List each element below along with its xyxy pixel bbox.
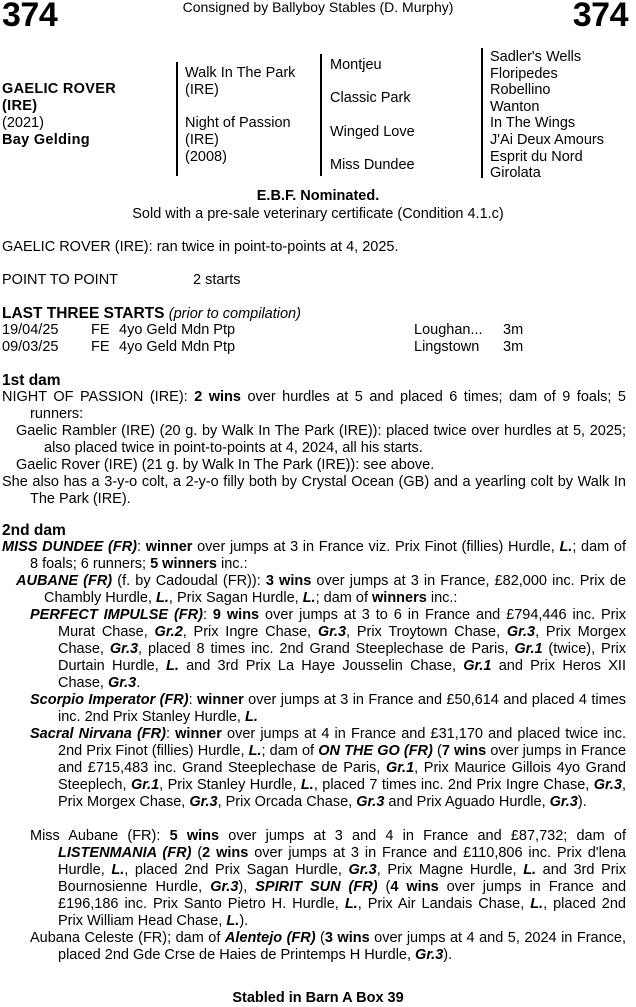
- start-code: FE: [91, 339, 110, 355]
- consignor: Consigned by Ballyboy Stables (D. Murphy): [182, 0, 454, 15]
- table-row: [2, 322, 602, 339]
- ebf-note: E.B.F. Nominated.: [256, 188, 380, 204]
- ggp-7: Esprit du Nord: [490, 148, 583, 165]
- ggp-3: Robellino: [490, 82, 551, 99]
- great-grandparents: [490, 49, 604, 182]
- lot-number-right: 374: [572, 0, 628, 34]
- start-course: Lingstown: [414, 339, 480, 355]
- sire: [185, 65, 295, 99]
- sacral-para: Sacral Nirvana (FR): winner over jumps at 4 in France and £31,170 and placed twice inc. 2nd Prix Finot (fillies) Hurdle, L.; dam of ON THE GO (FR) (7 wins over jumps in France and £715,483 inc. Grand Steeplechase de Paris, Gr.1, Prix Maurice Gillois 4yo Grand Steeplech, Gr.1, Prix Stanley Hurdle, L., placed 7 times inc. 2nd Prix Ingre Chase, Gr.3, Prix Morgex Chase, Gr.3, Prix Orcada Chase, Gr.3 and Prix Aguado Hurdle, Gr.3).: [30, 726, 627, 810]
- start-distance: 3m: [503, 322, 524, 338]
- horse-description: Bay Gelding: [2, 132, 90, 148]
- aubane-para: AUBANE (FR) (f. by Cadoudal (FR)): 3 wins over jumps at 3 in France, £82,000 inc. Prix de Chambly Hurdle, L., Prix Sagan Hurdle, L.; dam of winners inc.:: [16, 573, 627, 606]
- horse-name: GAELIC ROVER: [2, 81, 116, 97]
- vet-note: Sold with a pre-sale veterinary certificate (Condition 4.1.c): [132, 206, 504, 222]
- last-three-title: LAST THREE STARTS: [2, 305, 165, 322]
- second-dam-heading: 2nd dam: [2, 522, 66, 539]
- starts-label: POINT TO POINT: [2, 272, 119, 288]
- pedigree-table: [0, 46, 636, 182]
- horse-country: (IRE): [2, 98, 38, 114]
- sire-sire: Montjeu: [330, 57, 382, 73]
- pedigree-divider-1: [176, 62, 178, 176]
- sire-country: (IRE): [185, 82, 219, 98]
- first-dam-other: She also has a 3-y-o colt, a 2-y-o filly both by Crystal Ocean (GB) and a yearling colt by Walk In The Park (IRE).: [2, 474, 626, 507]
- first-dam-foal-1: Gaelic Rambler (IRE) (20 g. by Walk In The Park (IRE)): placed twice over hurdles at 5, 2025; also placed twice in point-to-points at 4, 2024, all his starts.: [16, 423, 626, 456]
- first-dam-para: NIGHT OF PASSION (IRE): 2 wins over hurdles at 5 and placed 6 times; dam of 9 foals; 5 runners:: [2, 389, 626, 422]
- start-date: 19/04/25: [2, 322, 59, 338]
- second-dam-para: MISS DUNDEE (FR): winner over jumps at 3 in France viz. Prix Finot (fillies) Hurdle, L.; dam of 8 foals; 6 runners; 5 winners inc.:: [2, 539, 626, 572]
- starts-value: 2 starts: [193, 272, 241, 288]
- ggp-6: J'Ai Deux Amours: [490, 131, 604, 148]
- dam-name: Night of Passion: [185, 115, 291, 131]
- dam-sire: Winged Love: [330, 124, 415, 140]
- last-three-note: (prior to compilation): [168, 306, 301, 322]
- first-dam-heading: 1st dam: [2, 372, 61, 389]
- start-course: Loughan...: [414, 322, 483, 338]
- ggp-5: In The Wings: [490, 115, 576, 132]
- race-summary: GAELIC ROVER (IRE): ran twice in point-to-points at 4, 2025.: [2, 239, 399, 255]
- ggp-8: Girolata: [490, 165, 541, 182]
- table-row: [2, 339, 602, 356]
- pedigree-divider-3: [481, 48, 483, 178]
- horse-year: (2021): [2, 115, 44, 131]
- sire-dam: Classic Park: [330, 90, 411, 106]
- pedigree-divider-2: [320, 54, 322, 176]
- starts-row: [2, 272, 602, 289]
- horse-info: [2, 81, 116, 149]
- start-code: FE: [91, 322, 110, 338]
- ggp-2: Floripedes: [490, 65, 558, 82]
- perfect-impulse-para: PERFECT IMPULSE (FR): 9 wins over jumps at 3 to 6 in France and £794,446 inc. Prix Murat Chase, Gr.2, Prix Ingre Chase, Gr.3, Prix Troytown Chase, Gr.3, Prix Morgex Chase, Gr.3, placed 8 times inc. 2nd Grand Steeplechase de Paris, Gr.1 (twice), Prix Durtain Hurdle, L. and 3rd Prix La Haye Jousselin Chase, Gr.1 and Prix Heros XII Chase, Gr.3.: [30, 607, 626, 691]
- dam-country: (IRE): [185, 132, 219, 148]
- start-distance: 3m: [503, 339, 524, 355]
- dam-year: (2008): [185, 149, 227, 165]
- ggp-1: Sadler's Wells: [490, 49, 582, 65]
- stable-location: Stabled in Barn A Box 39: [232, 990, 404, 1006]
- lot-number-left: 374: [2, 0, 58, 34]
- dam-dam: Miss Dundee: [330, 157, 415, 173]
- start-race: 4yo Geld Mdn Ptp: [119, 322, 236, 338]
- aubana-celeste-para: Aubana Celeste (FR); dam of Alentejo (FR) (3 wins over jumps at 4 and 5, 2024 in France, placed 2nd Gde Crse de Haies de Printemps H Hurdle, Gr.3).: [30, 930, 627, 963]
- first-dam-foal-2: Gaelic Rover (IRE) (21 g. by Walk In The Park (IRE)): see above.: [16, 457, 435, 473]
- start-date: 09/03/25: [2, 339, 59, 355]
- last-three-heading: [2, 305, 301, 323]
- miss-aubane-para: Miss Aubane (FR): 5 wins over jumps at 3 and 4 in France and £87,732; dam of LISTENMANIA (FR) (2 wins over jumps at 3 in France and £110,806 inc. Prix d'lena Hurdle, L., placed 2nd Prix Sagan Hurdle, Gr.3, Prix Magne Hurdle, L. and 3rd Prix Bournosienne Hurdle, Gr.3), SPIRIT SUN (FR) (4 wins over jumps in France and £196,186 inc. Prix Santo Pietro H. Hurdle, L., Prix Air Landais Chase, L., placed 2nd Prix William Head Chase, L.).: [30, 828, 627, 929]
- scorpio-para: Scorpio Imperator (FR): winner over jumps at 3 in France and £50,614 and placed 4 times inc. 2nd Prix Stanley Hurdle, L.: [30, 692, 626, 725]
- ggp-4: Wanton: [490, 98, 540, 115]
- sire-name: Walk In The Park: [185, 65, 296, 81]
- start-race: 4yo Geld Mdn Ptp: [119, 339, 236, 355]
- dam: [185, 115, 291, 166]
